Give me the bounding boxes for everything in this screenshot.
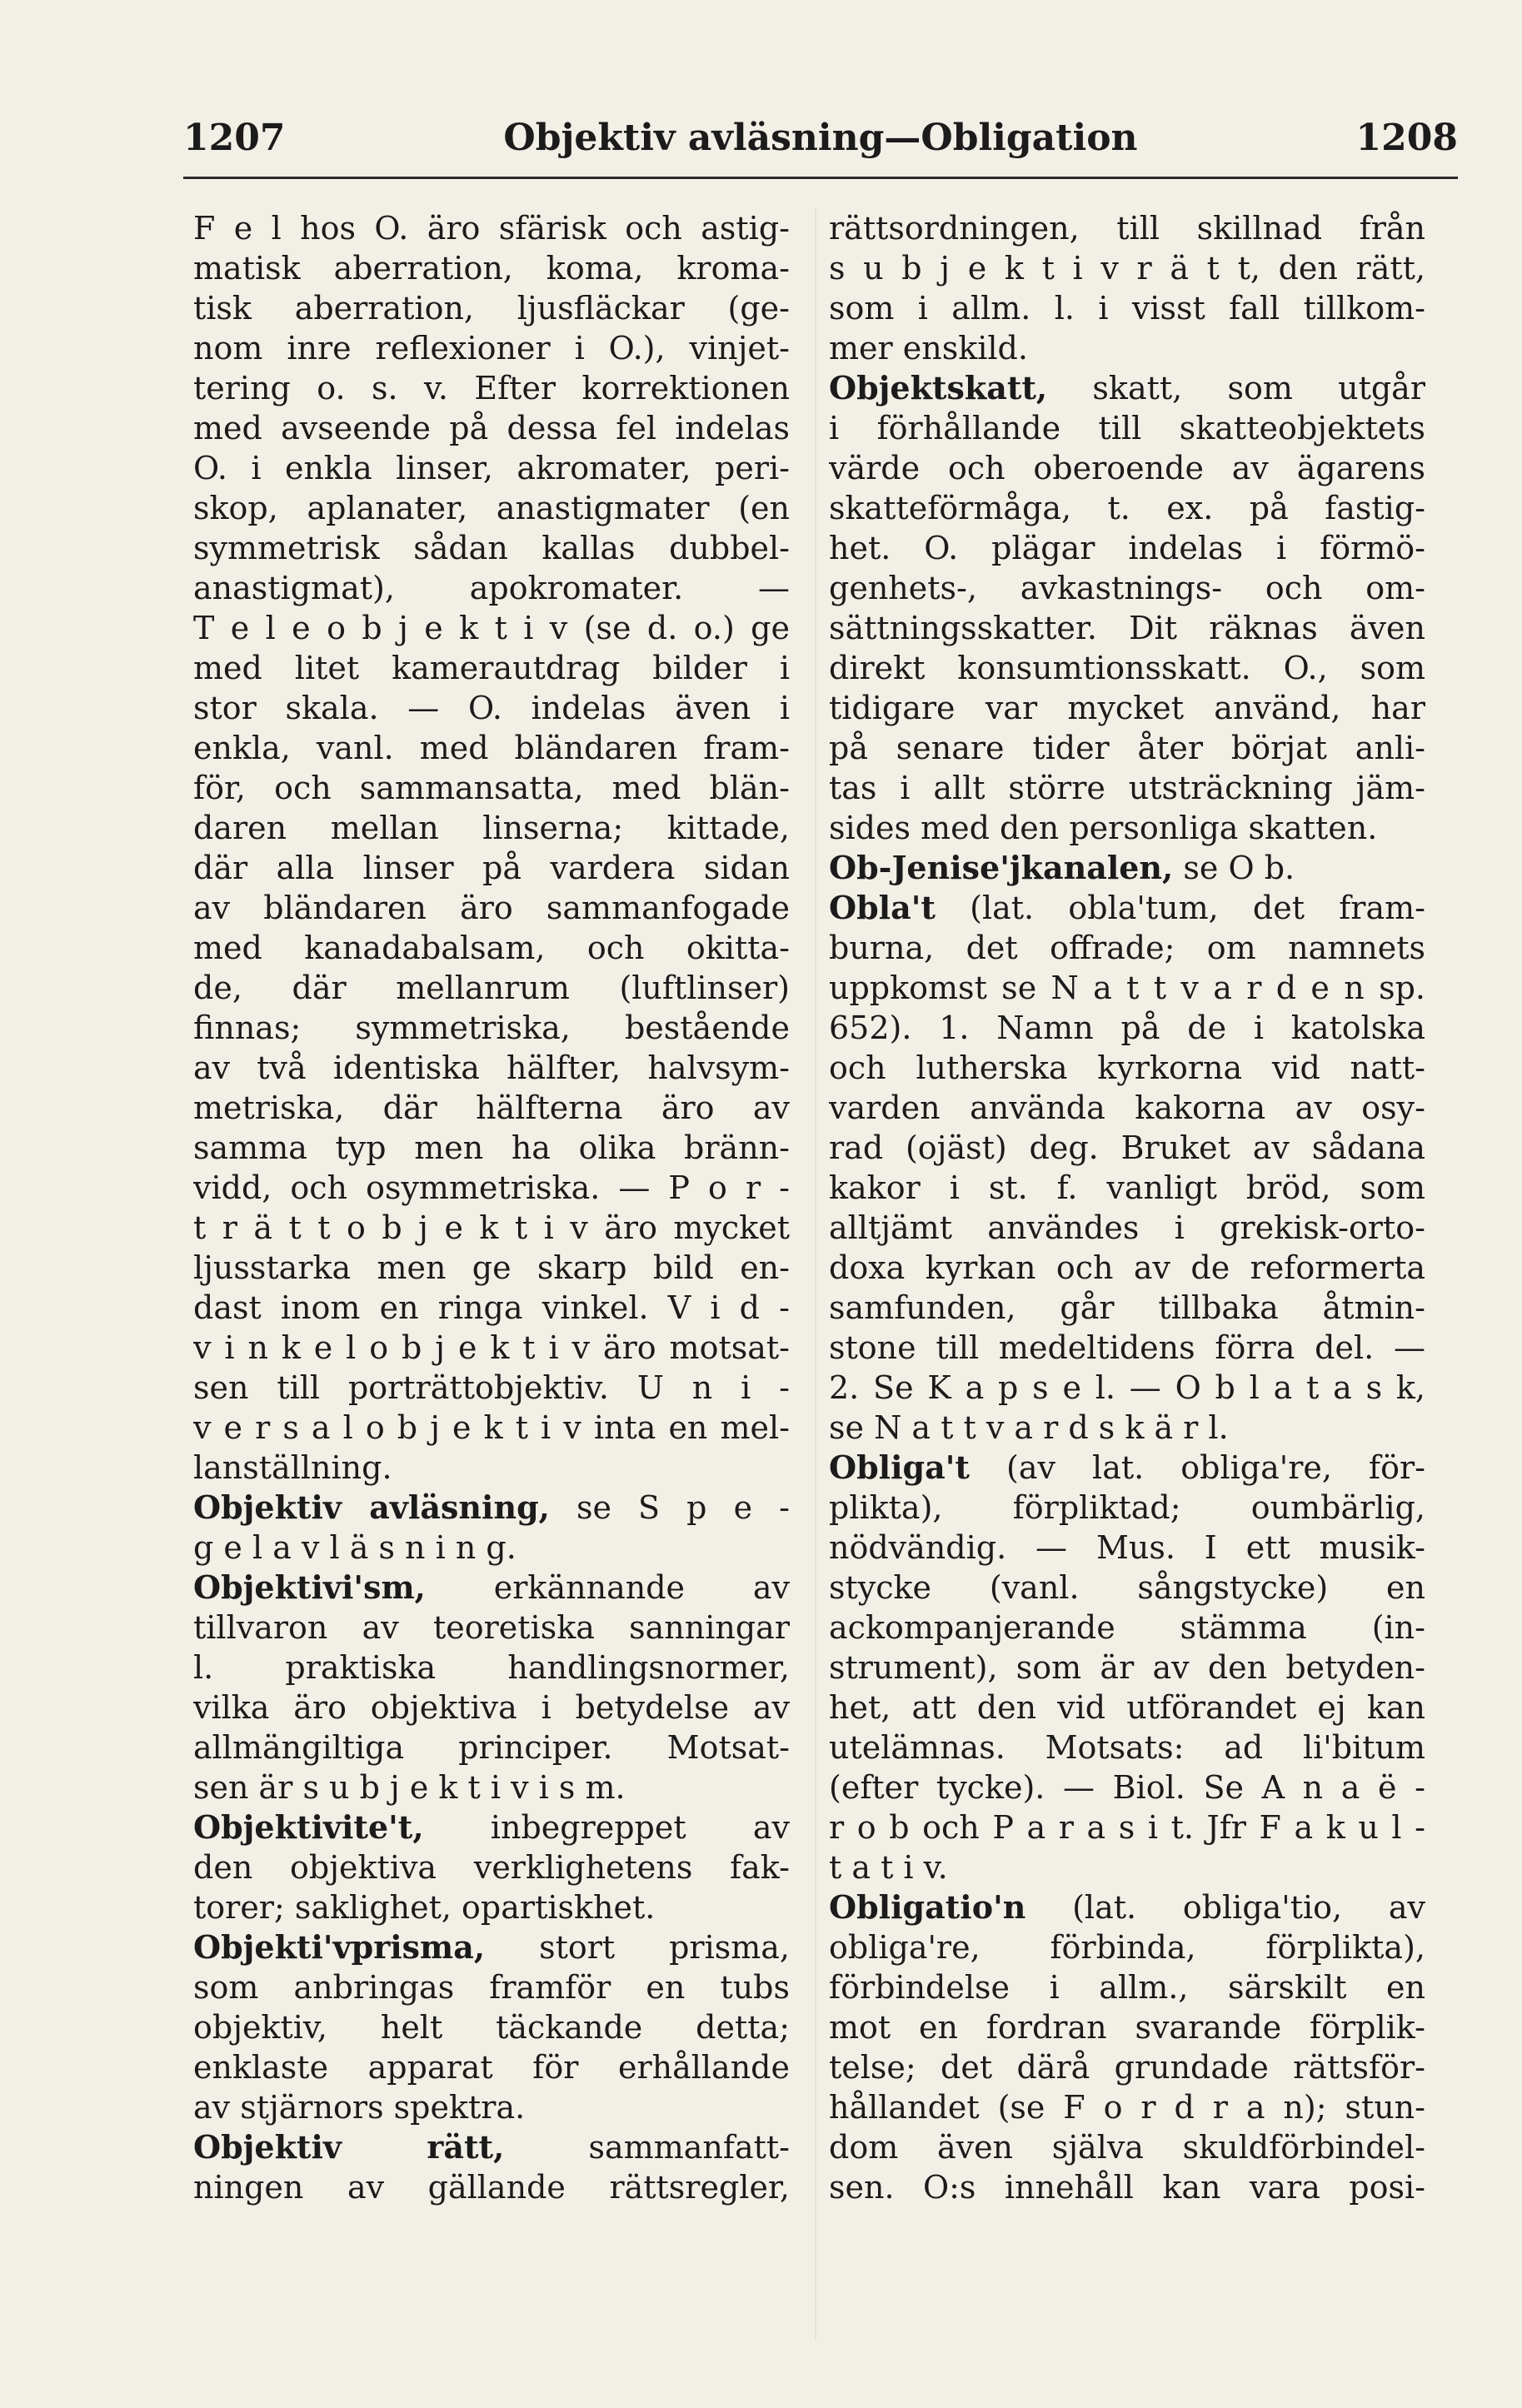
line-text: F e l hos O. äro sfärisk och astig- bbox=[193, 210, 790, 247]
text-line bbox=[829, 1688, 1425, 1727]
line-text: kakor i st. f. vanligt bröd, som bbox=[829, 1169, 1425, 1206]
line-text: v e r s a l o b j e k t i v inta en mel- bbox=[193, 1409, 790, 1446]
text-line bbox=[193, 1767, 790, 1807]
running-title: Objektiv avläsning—Obligation bbox=[503, 117, 1138, 159]
text-line bbox=[193, 1688, 790, 1727]
text-line bbox=[829, 648, 1425, 688]
text-line bbox=[829, 288, 1425, 328]
line-text: plikta), förpliktad; oumbärlig, bbox=[829, 1489, 1425, 1526]
line-text: (lat. obla'tum, det fram- bbox=[970, 890, 1425, 926]
line-text: sen till porträttobjektiv. U n i - bbox=[193, 1369, 790, 1406]
line-text: ningen av gällande rättsregler, bbox=[193, 2169, 790, 2206]
line-text: tidigare var mycket använd, har bbox=[829, 690, 1425, 726]
headword: Objektivi'sm, bbox=[193, 1568, 426, 1606]
text-line bbox=[829, 2007, 1425, 2047]
headword: Obligatio'n bbox=[829, 1888, 1026, 1926]
line-text: se N a t t v a r d s k ä r l. bbox=[829, 1409, 1229, 1446]
line-text: daren mellan linserna; kittade, bbox=[193, 810, 790, 846]
line-text: sättningsskatter. Dit räknas även bbox=[829, 610, 1425, 646]
text-line bbox=[829, 1767, 1425, 1807]
text-line bbox=[829, 328, 1425, 368]
line-text: varden använda kakorna av osy- bbox=[829, 1089, 1425, 1126]
text-line bbox=[193, 1847, 790, 1887]
line-text: (efter tycke). — Biol. Se A n a ë - bbox=[829, 1769, 1425, 1806]
text-line bbox=[829, 1608, 1425, 1648]
headword: Objektiv rätt, bbox=[193, 2128, 505, 2166]
text-line bbox=[193, 328, 790, 368]
headword: Objekti'vprisma, bbox=[193, 1928, 486, 1966]
text-line bbox=[829, 1568, 1425, 1608]
line-text: se O b. bbox=[1183, 850, 1295, 886]
line-text: uppkomst se N a t t v a r d e n sp. bbox=[829, 970, 1425, 1006]
text-line bbox=[193, 1648, 790, 1688]
text-line bbox=[193, 1568, 790, 1608]
text-line bbox=[829, 568, 1425, 608]
line-text: allmängiltiga principer. Motsat- bbox=[193, 1729, 790, 1766]
text-line bbox=[193, 2127, 790, 2167]
text-line bbox=[193, 688, 790, 728]
line-text: enkla, vanl. med bländaren fram- bbox=[193, 730, 790, 766]
text-line bbox=[193, 1927, 790, 1967]
header-rule bbox=[183, 177, 1458, 179]
text-line bbox=[829, 1128, 1425, 1168]
line-text: stort prisma, bbox=[539, 1929, 790, 1966]
text-line bbox=[193, 528, 790, 568]
text-line bbox=[829, 1927, 1425, 1967]
line-text: där alla linser på vardera sidan bbox=[193, 850, 790, 886]
text-line bbox=[193, 1128, 790, 1168]
line-text: förbindelse i allm., särskilt en bbox=[829, 1969, 1425, 2006]
text-line bbox=[193, 2167, 790, 2207]
line-text: de, där mellanrum (luftlinser) bbox=[193, 970, 790, 1006]
line-text: rad (ojäst) deg. Bruket av sådana bbox=[829, 1129, 1425, 1166]
line-text: s u b j e k t i v r ä t t, den rätt, bbox=[829, 250, 1425, 287]
line-text: t r ä t t o b j e k t i v äro mycket bbox=[193, 1209, 790, 1246]
text-line bbox=[193, 1528, 790, 1568]
headword: Obla't bbox=[829, 889, 936, 926]
line-text: den objektiva verklighetens fak- bbox=[193, 1849, 790, 1886]
text-line bbox=[193, 1448, 790, 1488]
line-text: enklaste apparat för erhållande bbox=[193, 2049, 790, 2086]
line-text: (av lat. obliga're, för- bbox=[1006, 1449, 1425, 1486]
text-line bbox=[829, 448, 1425, 488]
line-text: vilka äro objektiva i betydelse av bbox=[193, 1689, 790, 1726]
text-line bbox=[829, 1648, 1425, 1688]
text-line bbox=[829, 1807, 1425, 1847]
text-line bbox=[193, 1807, 790, 1847]
text-line bbox=[193, 848, 790, 888]
line-text: r o b och P a r a s i t. Jfr F a k u l - bbox=[829, 1809, 1425, 1846]
line-text: telse; det därå grundade rättsför- bbox=[829, 2049, 1425, 2086]
line-text: värde och oberoende av ägarens bbox=[829, 450, 1425, 486]
line-text: objektiv, helt täckande detta; bbox=[193, 2009, 790, 2046]
text-line bbox=[829, 1008, 1425, 1048]
text-line bbox=[829, 488, 1425, 528]
text-line bbox=[829, 1248, 1425, 1288]
line-text: stor skala. — O. indelas även i bbox=[193, 690, 790, 726]
text-line bbox=[193, 1608, 790, 1648]
line-text: rättsordningen, till skillnad från bbox=[829, 210, 1425, 247]
line-text: inbegreppet av bbox=[490, 1809, 790, 1846]
line-text: obliga're, förbinda, förplikta), bbox=[829, 1929, 1425, 1966]
text-line bbox=[829, 2087, 1425, 2127]
text-line bbox=[193, 1408, 790, 1448]
line-text: tisk aberration, ljusfläckar (ge- bbox=[193, 290, 790, 327]
line-text: som anbringas framför en tubs bbox=[193, 1969, 790, 2006]
text-line bbox=[193, 568, 790, 608]
line-text: lanställning. bbox=[193, 1449, 392, 1486]
line-text: v i n k e l o b j e k t i v äro motsat- bbox=[193, 1329, 790, 1366]
text-line bbox=[829, 248, 1425, 288]
line-text: sen är s u b j e k t i v i s m. bbox=[193, 1769, 626, 1806]
text-line bbox=[829, 848, 1425, 888]
text-line bbox=[193, 808, 790, 848]
line-text: för, och sammansatta, med blän- bbox=[193, 770, 790, 806]
line-text: tillvaron av teoretiska sanningar bbox=[193, 1609, 790, 1646]
text-line bbox=[829, 208, 1425, 248]
text-line bbox=[193, 1727, 790, 1767]
line-text: T e l e o b j e k t i v (se d. o.) ge bbox=[193, 610, 790, 646]
line-text: direkt konsumtionsskatt. O., som bbox=[829, 650, 1425, 686]
text-line bbox=[193, 1887, 790, 1927]
line-text: se S p e - bbox=[576, 1489, 790, 1526]
line-text: samfunden, går tillbaka åtmin- bbox=[829, 1289, 1425, 1326]
line-text: g e l a v l ä s n i n g. bbox=[193, 1529, 516, 1566]
line-text: sides med den personliga skatten. bbox=[829, 810, 1378, 846]
line-text: doxa kyrkan och av de reformerta bbox=[829, 1249, 1425, 1286]
line-text: vidd, och osymmetriska. — P o r - bbox=[193, 1169, 790, 1206]
line-text: dom även själva skuldförbindel- bbox=[829, 2129, 1425, 2166]
text-line bbox=[829, 408, 1425, 448]
line-text: hållandet (se F o r d r a n); stun- bbox=[829, 2089, 1425, 2126]
line-text: nom inre reflexioner i O.), vinjet- bbox=[193, 330, 790, 366]
line-text: O. i enkla linser, akromater, peri- bbox=[193, 450, 790, 486]
headword: Ob-Jenise'jkanalen, bbox=[829, 849, 1174, 886]
text-line bbox=[193, 248, 790, 288]
headword: Obliga't bbox=[829, 1448, 970, 1486]
text-line bbox=[193, 888, 790, 928]
text-line bbox=[193, 928, 790, 968]
text-line bbox=[829, 1328, 1425, 1368]
text-line bbox=[193, 368, 790, 408]
text-line bbox=[829, 688, 1425, 728]
text-line bbox=[829, 808, 1425, 848]
text-line bbox=[193, 1088, 790, 1128]
line-text: erkännande av bbox=[493, 1569, 790, 1606]
line-text: het, att den vid utförandet ej kan bbox=[829, 1689, 1425, 1726]
line-text: dast inom en ringa vinkel. V i d - bbox=[193, 1289, 790, 1326]
line-text: ljusstarka men ge skarp bild en- bbox=[193, 1249, 790, 1286]
text-line bbox=[193, 1967, 790, 2007]
text-line bbox=[193, 1288, 790, 1328]
text-line bbox=[829, 2047, 1425, 2087]
left-page-number: 1207 bbox=[183, 117, 286, 159]
line-text: ackompanjerande stämma (in- bbox=[829, 1609, 1425, 1646]
text-line bbox=[829, 2167, 1425, 2207]
line-text: av bländaren äro sammanfogade bbox=[193, 890, 790, 926]
text-line bbox=[193, 608, 790, 648]
line-text: tering o. s. v. Efter korrektionen bbox=[193, 370, 790, 406]
text-line bbox=[829, 1967, 1425, 2007]
line-text: av stjärnors spektra. bbox=[193, 2089, 526, 2126]
line-text: av två identiska hälfter, halvsym- bbox=[193, 1049, 790, 1086]
line-text: metriska, där hälfterna äro av bbox=[193, 1089, 790, 1126]
line-text: finnas; symmetriska, bestående bbox=[193, 1010, 790, 1046]
text-line bbox=[829, 1088, 1425, 1128]
text-line bbox=[193, 408, 790, 448]
line-text: burna, det offrade; om namnets bbox=[829, 930, 1425, 966]
text-line bbox=[193, 288, 790, 328]
text-line bbox=[193, 448, 790, 488]
text-line bbox=[193, 728, 790, 768]
text-line bbox=[193, 1048, 790, 1088]
line-text: strument), som är av den betyden- bbox=[829, 1649, 1425, 1686]
line-text: sammanfatt- bbox=[588, 2129, 790, 2166]
text-line bbox=[193, 2007, 790, 2047]
text-line bbox=[829, 1847, 1425, 1887]
right-page-number: 1208 bbox=[1355, 117, 1458, 159]
headword: Objektskatt, bbox=[829, 369, 1048, 406]
line-text: med kanadabalsam, och okitta- bbox=[193, 930, 790, 966]
line-text: genhets-, avkastnings- och om- bbox=[829, 570, 1425, 606]
text-line bbox=[829, 968, 1425, 1008]
line-text: (lat. obliga'tio, av bbox=[1072, 1889, 1425, 1926]
line-text: tas i allt större utsträckning jäm- bbox=[829, 770, 1425, 806]
text-line bbox=[829, 368, 1425, 408]
text-line bbox=[829, 888, 1425, 928]
line-text: mot en fordran svarande förplik- bbox=[829, 2009, 1425, 2046]
line-text: skatteförmåga, t. ex. på fastig- bbox=[829, 490, 1425, 526]
line-text: nödvändig. — Mus. I ett musik- bbox=[829, 1529, 1425, 1566]
text-line bbox=[193, 1168, 790, 1208]
line-text: stone till medeltidens förra del. — bbox=[829, 1329, 1425, 1366]
text-line bbox=[829, 528, 1425, 568]
text-line bbox=[193, 488, 790, 528]
text-line bbox=[829, 1288, 1425, 1328]
line-text: skop, aplanater, anastigmater (en bbox=[193, 490, 790, 526]
text-line bbox=[829, 1048, 1425, 1088]
line-text: med litet kamerautdrag bilder i bbox=[193, 650, 790, 686]
text-line bbox=[829, 2127, 1425, 2167]
text-line bbox=[193, 1008, 790, 1048]
line-text: t a t i v. bbox=[829, 1849, 948, 1886]
text-line bbox=[829, 1168, 1425, 1208]
line-text: l. praktiska handlingsnormer, bbox=[193, 1649, 790, 1686]
line-text: mer enskild. bbox=[829, 330, 1028, 366]
text-line bbox=[193, 1488, 790, 1528]
column-divider bbox=[815, 208, 816, 2341]
headword: Objektiv avläsning, bbox=[193, 1488, 550, 1526]
text-line bbox=[829, 1727, 1425, 1767]
text-line bbox=[829, 1448, 1425, 1488]
line-text: och lutherska kyrkorna vid natt- bbox=[829, 1049, 1425, 1086]
line-text: samma typ men ha olika bränn- bbox=[193, 1129, 790, 1166]
text-line bbox=[193, 1248, 790, 1288]
text-line bbox=[829, 728, 1425, 768]
text-line bbox=[193, 2047, 790, 2087]
text-line bbox=[829, 1408, 1425, 1448]
line-text: som i allm. l. i visst fall tillkom- bbox=[829, 290, 1425, 327]
headword: Objektivite't, bbox=[193, 1808, 424, 1846]
text-line bbox=[193, 648, 790, 688]
line-text: 652). 1. Namn på de i katolska bbox=[829, 1010, 1425, 1046]
line-text: symmetrisk sådan kallas dubbel- bbox=[193, 530, 790, 566]
text-line bbox=[829, 768, 1425, 808]
line-text: het. O. plägar indelas i förmö- bbox=[829, 530, 1425, 566]
line-text: skatt, som utgår bbox=[1092, 370, 1425, 406]
text-line bbox=[829, 1887, 1425, 1927]
text-line bbox=[193, 2087, 790, 2127]
line-text: sen. O:s innehåll kan vara posi- bbox=[829, 2169, 1425, 2206]
text-line bbox=[193, 1208, 790, 1248]
right-column bbox=[829, 208, 1425, 2341]
text-line bbox=[829, 1488, 1425, 1528]
text-line bbox=[193, 768, 790, 808]
left-column bbox=[193, 208, 790, 2341]
line-text: stycke (vanl. sångstycke) en bbox=[829, 1569, 1425, 1606]
line-text: alltjämt användes i grekisk-orto- bbox=[829, 1209, 1425, 1246]
text-line bbox=[193, 1328, 790, 1368]
line-text: torer; saklighet, opartiskhet. bbox=[193, 1889, 656, 1926]
running-header bbox=[183, 117, 1458, 167]
line-text: i förhållande till skatteobjektets bbox=[829, 410, 1425, 446]
line-text: 2. Se K a p s e l. — O b l a t a s k, bbox=[829, 1369, 1425, 1406]
line-text: matisk aberration, koma, kroma- bbox=[193, 250, 790, 287]
text-line bbox=[829, 1528, 1425, 1568]
line-text: utelämnas. Motsats: ad li'bitum bbox=[829, 1729, 1425, 1766]
text-line bbox=[829, 1368, 1425, 1408]
line-text: på senare tider åter börjat anli- bbox=[829, 730, 1425, 766]
text-line bbox=[829, 928, 1425, 968]
line-text: med avseende på dessa fel indelas bbox=[193, 410, 790, 446]
text-line bbox=[829, 1208, 1425, 1248]
line-text: anastigmat), apokromater. — bbox=[193, 570, 790, 606]
text-line bbox=[829, 608, 1425, 648]
text-line bbox=[193, 208, 790, 248]
text-line bbox=[193, 1368, 790, 1408]
text-line bbox=[193, 968, 790, 1008]
